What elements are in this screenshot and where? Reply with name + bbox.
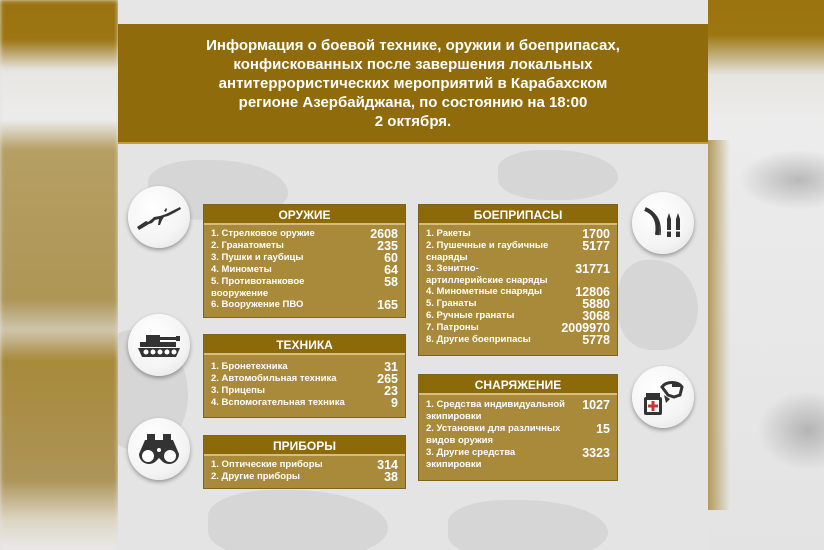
table-row xyxy=(211,397,398,409)
background-blur-left xyxy=(0,0,118,550)
tank-icon xyxy=(128,314,190,376)
table-row xyxy=(426,240,610,263)
row-value: 9 xyxy=(391,396,398,410)
table-row xyxy=(211,299,398,311)
camo-shape xyxy=(498,150,618,200)
title-line: Информация о боевой технике, оружии и боеприпасах, xyxy=(206,36,620,54)
row-label: 6. Вооружение ПВО xyxy=(211,299,304,310)
row-value: 60 xyxy=(384,251,398,265)
table-row xyxy=(426,334,610,346)
row-label: 5. Противотанковое вооружение xyxy=(211,276,305,299)
infographic-panel xyxy=(118,0,708,550)
table-row xyxy=(211,373,398,385)
rifle-icon xyxy=(128,186,190,248)
row-label: 8. Другие боеприпасы xyxy=(426,334,531,345)
row-label: 4. Минометы xyxy=(211,264,272,275)
table-row xyxy=(211,228,398,240)
row-value: 15 xyxy=(596,422,610,436)
devices-table xyxy=(203,435,406,489)
row-label: 3. Другие средства экипировки xyxy=(426,447,516,470)
row-value: 12806 xyxy=(575,285,610,299)
row-value: 2009970 xyxy=(561,321,610,335)
row-value: 58 xyxy=(384,275,398,289)
vehicles-table xyxy=(203,334,406,418)
row-label: 5. Гранаты xyxy=(426,298,477,309)
title-line: конфискованных после завершения локальных xyxy=(233,55,593,73)
row-value: 314 xyxy=(377,458,398,472)
row-label: 4. Вспомогательная техника xyxy=(211,397,345,408)
table-title: ОРУЖИЕ xyxy=(204,205,405,225)
page-title xyxy=(118,24,708,144)
row-value: 1027 xyxy=(582,398,610,412)
row-value: 31 xyxy=(384,360,398,374)
background-edge xyxy=(708,140,730,510)
camo-shape xyxy=(618,260,698,350)
table-title: БОЕПРИПАСЫ xyxy=(419,205,617,225)
top-strip xyxy=(118,0,708,24)
row-label: 3. Прицепы xyxy=(211,385,266,396)
table-title: ПРИБОРЫ xyxy=(204,436,405,456)
row-label: 1. Ракеты xyxy=(426,228,471,239)
row-label: 7. Патроны xyxy=(426,322,479,333)
gear-table xyxy=(418,374,618,481)
table-row xyxy=(426,399,610,422)
title-line: регионе Азербайджана, по состоянию на 18:00 xyxy=(238,93,588,111)
row-label: 2. Гранатометы xyxy=(211,240,284,251)
table-row xyxy=(211,459,398,471)
row-label: 1. Стрелковое оружие xyxy=(211,228,315,239)
table-row xyxy=(211,471,398,483)
row-value: 2608 xyxy=(370,227,398,241)
weapons-table xyxy=(203,204,406,318)
row-label: 4. Минометные снаряды xyxy=(426,286,543,297)
row-value: 5177 xyxy=(582,239,610,253)
row-label: 2. Автомобильная техника xyxy=(211,373,337,384)
row-value: 23 xyxy=(384,384,398,398)
title-line: антитеррористических мероприятий в Карабахском xyxy=(218,74,608,92)
row-value: 235 xyxy=(377,239,398,253)
table-row xyxy=(211,264,398,276)
row-value: 31771 xyxy=(575,262,610,276)
row-value: 265 xyxy=(377,372,398,386)
row-label: 2. Другие приборы xyxy=(211,471,300,482)
binoculars-icon xyxy=(128,418,190,480)
table-title: СНАРЯЖЕНИЕ xyxy=(419,375,617,395)
row-value: 5778 xyxy=(582,333,610,347)
row-label: 1. Оптические приборы xyxy=(211,459,323,470)
table-title: ТЕХНИКА xyxy=(204,335,405,355)
row-value: 3068 xyxy=(582,309,610,323)
row-value: 5880 xyxy=(582,297,610,311)
row-label: 1. Средства индивидуальной экипировки xyxy=(426,399,565,422)
row-value: 1700 xyxy=(582,227,610,241)
row-label: 3. Зенитно-артиллерийские снаряды xyxy=(426,263,548,286)
row-label: 1. Бронетехника xyxy=(211,361,288,372)
table-row xyxy=(211,240,398,252)
camo-shape xyxy=(208,490,388,550)
table-row xyxy=(211,252,398,264)
table-row xyxy=(426,423,610,446)
row-value: 165 xyxy=(377,298,398,312)
row-label: 3. Пушки и гаубицы xyxy=(211,252,304,263)
table-row xyxy=(426,263,610,286)
table-row xyxy=(426,447,610,470)
row-value: 38 xyxy=(384,470,398,484)
camo-shape xyxy=(448,500,608,550)
equipment-icon xyxy=(632,366,694,428)
row-label: 2. Пушечные и гаубичные снаряды xyxy=(426,240,549,263)
table-row xyxy=(211,276,398,299)
row-label: 2. Установки для различных видов оружия xyxy=(426,423,561,446)
row-label: 6. Ручные гранаты xyxy=(426,310,515,321)
table-row xyxy=(211,361,398,373)
row-value: 3323 xyxy=(582,446,610,460)
ammunition-icon xyxy=(632,192,694,254)
table-row xyxy=(211,385,398,397)
ammunition-table xyxy=(418,204,618,356)
title-line: 2 октября. xyxy=(374,112,452,130)
row-value: 64 xyxy=(384,263,398,277)
